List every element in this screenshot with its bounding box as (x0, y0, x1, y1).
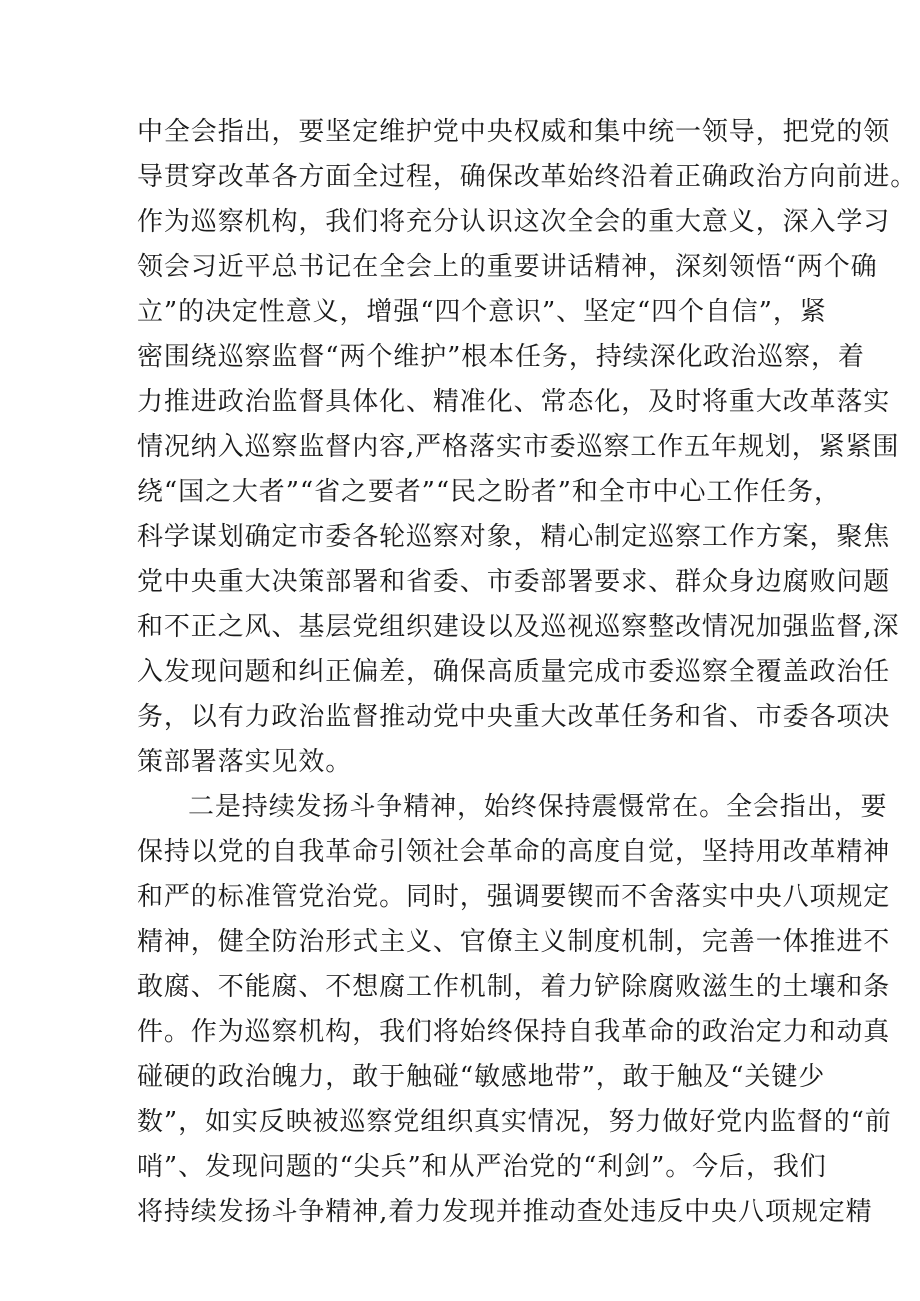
text-line: 策部署落实见效。 (137, 747, 353, 777)
text-line: 将持续发扬斗争精神,着力发现并推动查处违反中央八项规定精 (137, 1197, 873, 1227)
text-line: 务，以有力政治监督推动党中央重大改革任务和省、市委各项决 (137, 702, 891, 732)
text-line: 保持以党的自我革命引领社会革命的高度自觉，坚持用改革精神 (137, 837, 891, 867)
text-line: 科学谋划确定市委各轮巡察对象，精心制定巡察工作方案，聚焦 (137, 522, 891, 552)
text-line: 件。作为巡察机构，我们将始终保持自我革命的政治定力和动真 (137, 1017, 891, 1047)
text-line: 敢腐、不能腐、不想腐工作机制，着力铲除腐败滋生的土壤和条 (137, 972, 891, 1002)
text-line: 党中央重大决策部署和省委、市委部署要求、群众身边腐败问题 (137, 567, 891, 597)
text-line: 数”，如实反映被巡察党组织真实情况，努力做好党内监督的“前 (137, 1107, 892, 1137)
text-line: 和不正之风、基层党组织建设以及巡视巡察整改情况加强监督,深 (137, 612, 900, 642)
text-line: 入发现问题和纠正偏差，确保高质量完成市委巡察全覆盖政治任 (137, 657, 891, 687)
text-line: 作为巡察机构，我们将充分认识这次全会的重大意义，深入学习 (137, 207, 891, 237)
text-line: 领会习近平总书记在全会上的重要讲话精神，深刻领悟“两个确 (137, 252, 878, 282)
text-line: 密围绕巡察监督“两个维护”根本任务，持续深化政治巡察，着 (137, 342, 865, 372)
text-line: 中全会指出，要坚定维护党中央权威和集中统一领导，把党的领 (137, 117, 891, 147)
text-line: 情况纳入巡察监督内容,严格落实市委巡察工作五年规划，紧紧围 (137, 432, 900, 462)
text-line: 精神，健全防治形式主义、官僚主义制度机制，完善一体推进不 (137, 927, 891, 957)
paragraph-first-line: 二是持续发扬斗争精神，始终保持震慑常在。全会指出，要 (188, 792, 888, 822)
text-line: 立”的决定性意义，增强“四个意识”、坚定“四个自信”，紧 (137, 297, 827, 327)
text-line: 碰硬的政治魄力，敢于触碰“敏感地带”，敢于触及“关键少 (137, 1062, 826, 1092)
text-line: 力推进政治监督具体化、精准化、常态化，及时将重大改革落实 (137, 387, 891, 417)
text-line: 和严的标准管党治党。同时，强调要锲而不舍落实中央八项规定 (137, 882, 891, 912)
text-line: 绕“国之大者”“省之要者”“民之盼者”和全市中心工作任务， (137, 477, 841, 507)
text-line: 导贯穿改革各方面全过程，确保改革始终沿着正确政治方向前进。 (137, 162, 918, 192)
text-line: 哨”、发现问题的“尖兵”和从严治党的“利剑”。今后，我们 (137, 1152, 827, 1182)
